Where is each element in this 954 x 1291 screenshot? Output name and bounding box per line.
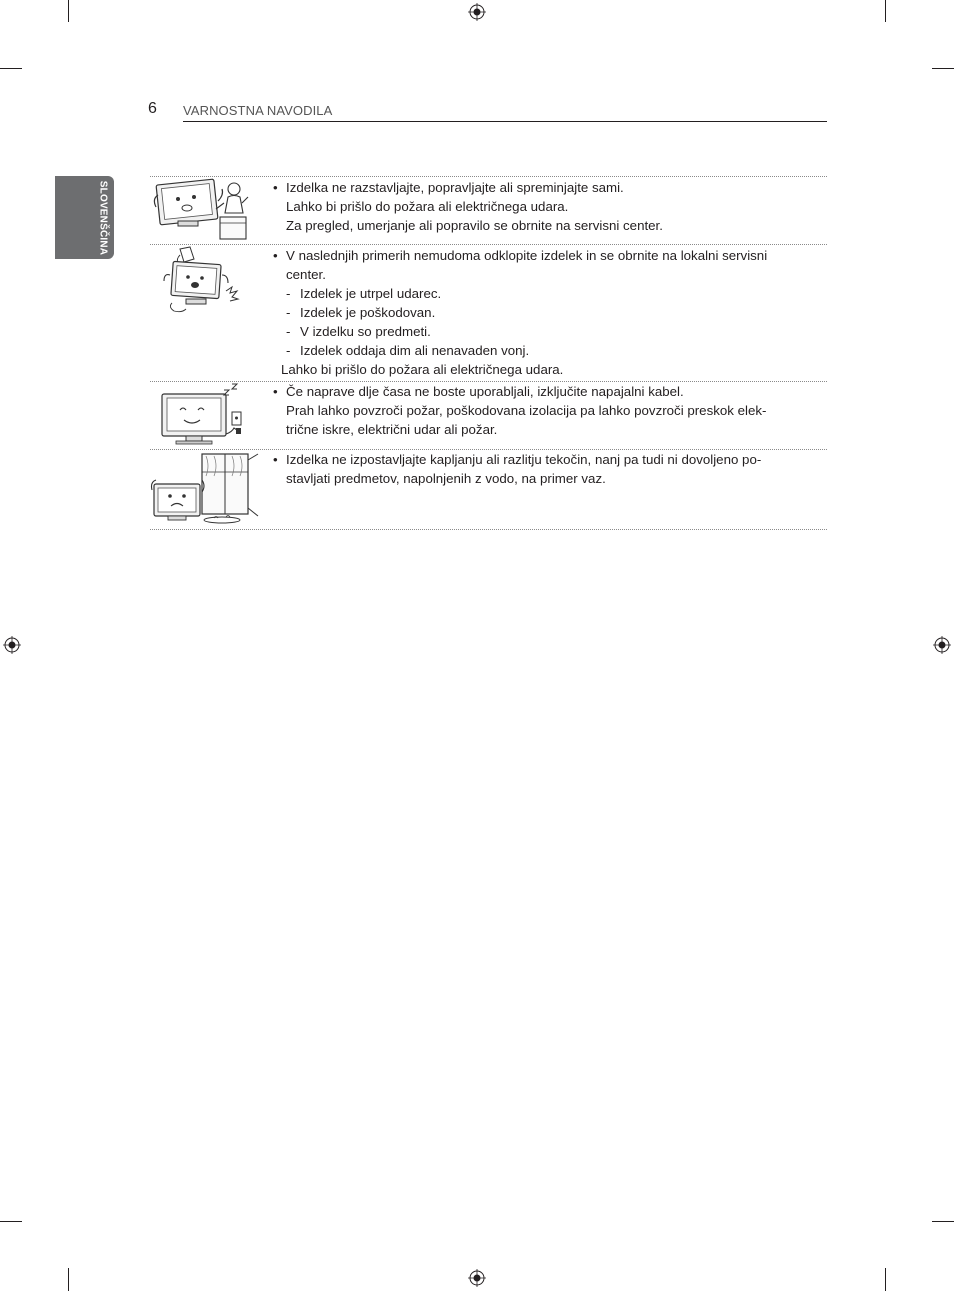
row-text bbox=[273, 450, 823, 488]
crop-mark bbox=[885, 0, 886, 22]
section-title: VARNOSTNA NAVODILA bbox=[183, 103, 333, 118]
crop-mark bbox=[932, 68, 954, 69]
instruction-text: stavljati predmetov, napolnjenih z vodo, na primer vaz. bbox=[286, 471, 606, 486]
bullet-icon: • bbox=[273, 384, 278, 399]
language-tab-label: SLOVENŠČINA bbox=[97, 180, 109, 256]
tv-damaged-illustration bbox=[150, 245, 260, 320]
crop-mark bbox=[885, 1268, 886, 1291]
tv-repair-illustration bbox=[150, 177, 260, 248]
crop-mark bbox=[68, 1268, 69, 1291]
registration-mark-icon bbox=[3, 636, 21, 654]
table-row bbox=[150, 244, 827, 381]
registration-mark-icon bbox=[933, 636, 951, 654]
list-item: - Izdelek oddaja dim ali nenavaden vonj. bbox=[286, 343, 530, 358]
instruction-text: V naslednjih primerih nemudoma odklopite izdelek in se obrnite na lokalni servisni bbox=[286, 248, 768, 263]
bullet-icon: • bbox=[273, 248, 278, 263]
instruction-text: Za pregled, umerjanje ali popravilo se obrnite na servisni center. bbox=[286, 218, 663, 233]
registration-mark-icon bbox=[468, 1269, 486, 1287]
table-row bbox=[150, 449, 827, 530]
instruction-text: Izdelka ne izpostavljajte kapljanju ali razlitju tekočin, nanj pa tudi ni dovoljeno po- bbox=[286, 452, 762, 467]
crop-mark bbox=[68, 0, 69, 22]
list-item: - Izdelek je utrpel udarec. bbox=[286, 286, 442, 301]
instruction-text: center. bbox=[286, 267, 326, 282]
bullet-icon: • bbox=[273, 452, 278, 467]
instruction-text: Prah lahko povzroči požar, poškodovana izolacija pa lahko povzroči preskok elek- bbox=[286, 403, 767, 418]
page-number: 6 bbox=[148, 100, 157, 117]
list-item: - Izdelek je poškodovan. bbox=[286, 305, 436, 320]
header-rule bbox=[183, 121, 827, 122]
tv-unplug-illustration bbox=[150, 382, 260, 453]
tv-water-illustration bbox=[150, 450, 260, 533]
registration-mark-icon bbox=[468, 3, 486, 21]
instruction-text: Izdelka ne razstavljajte, popravljajte ali spreminjajte sami. bbox=[286, 180, 624, 195]
row-text bbox=[273, 382, 823, 439]
bullet-icon: • bbox=[273, 180, 278, 195]
crop-mark bbox=[0, 68, 22, 69]
instruction-text: Lahko bi prišlo do požara ali električnega udara. bbox=[286, 199, 569, 214]
row-text bbox=[273, 178, 823, 235]
instruction-text: trične iskre, električni udar ali požar. bbox=[286, 422, 498, 437]
crop-mark bbox=[0, 1221, 22, 1222]
list-item: - V izdelku so predmeti. bbox=[286, 324, 431, 339]
crop-mark bbox=[932, 1221, 954, 1222]
safety-table bbox=[150, 176, 827, 530]
table-row bbox=[150, 381, 827, 449]
table-row bbox=[150, 176, 827, 244]
instruction-text: Če naprave dlje časa ne boste uporabljali, izključite napajalni kabel. bbox=[286, 384, 684, 399]
instruction-text: Lahko bi prišlo do požara ali električnega udara. bbox=[281, 362, 564, 377]
row-text bbox=[273, 246, 823, 379]
